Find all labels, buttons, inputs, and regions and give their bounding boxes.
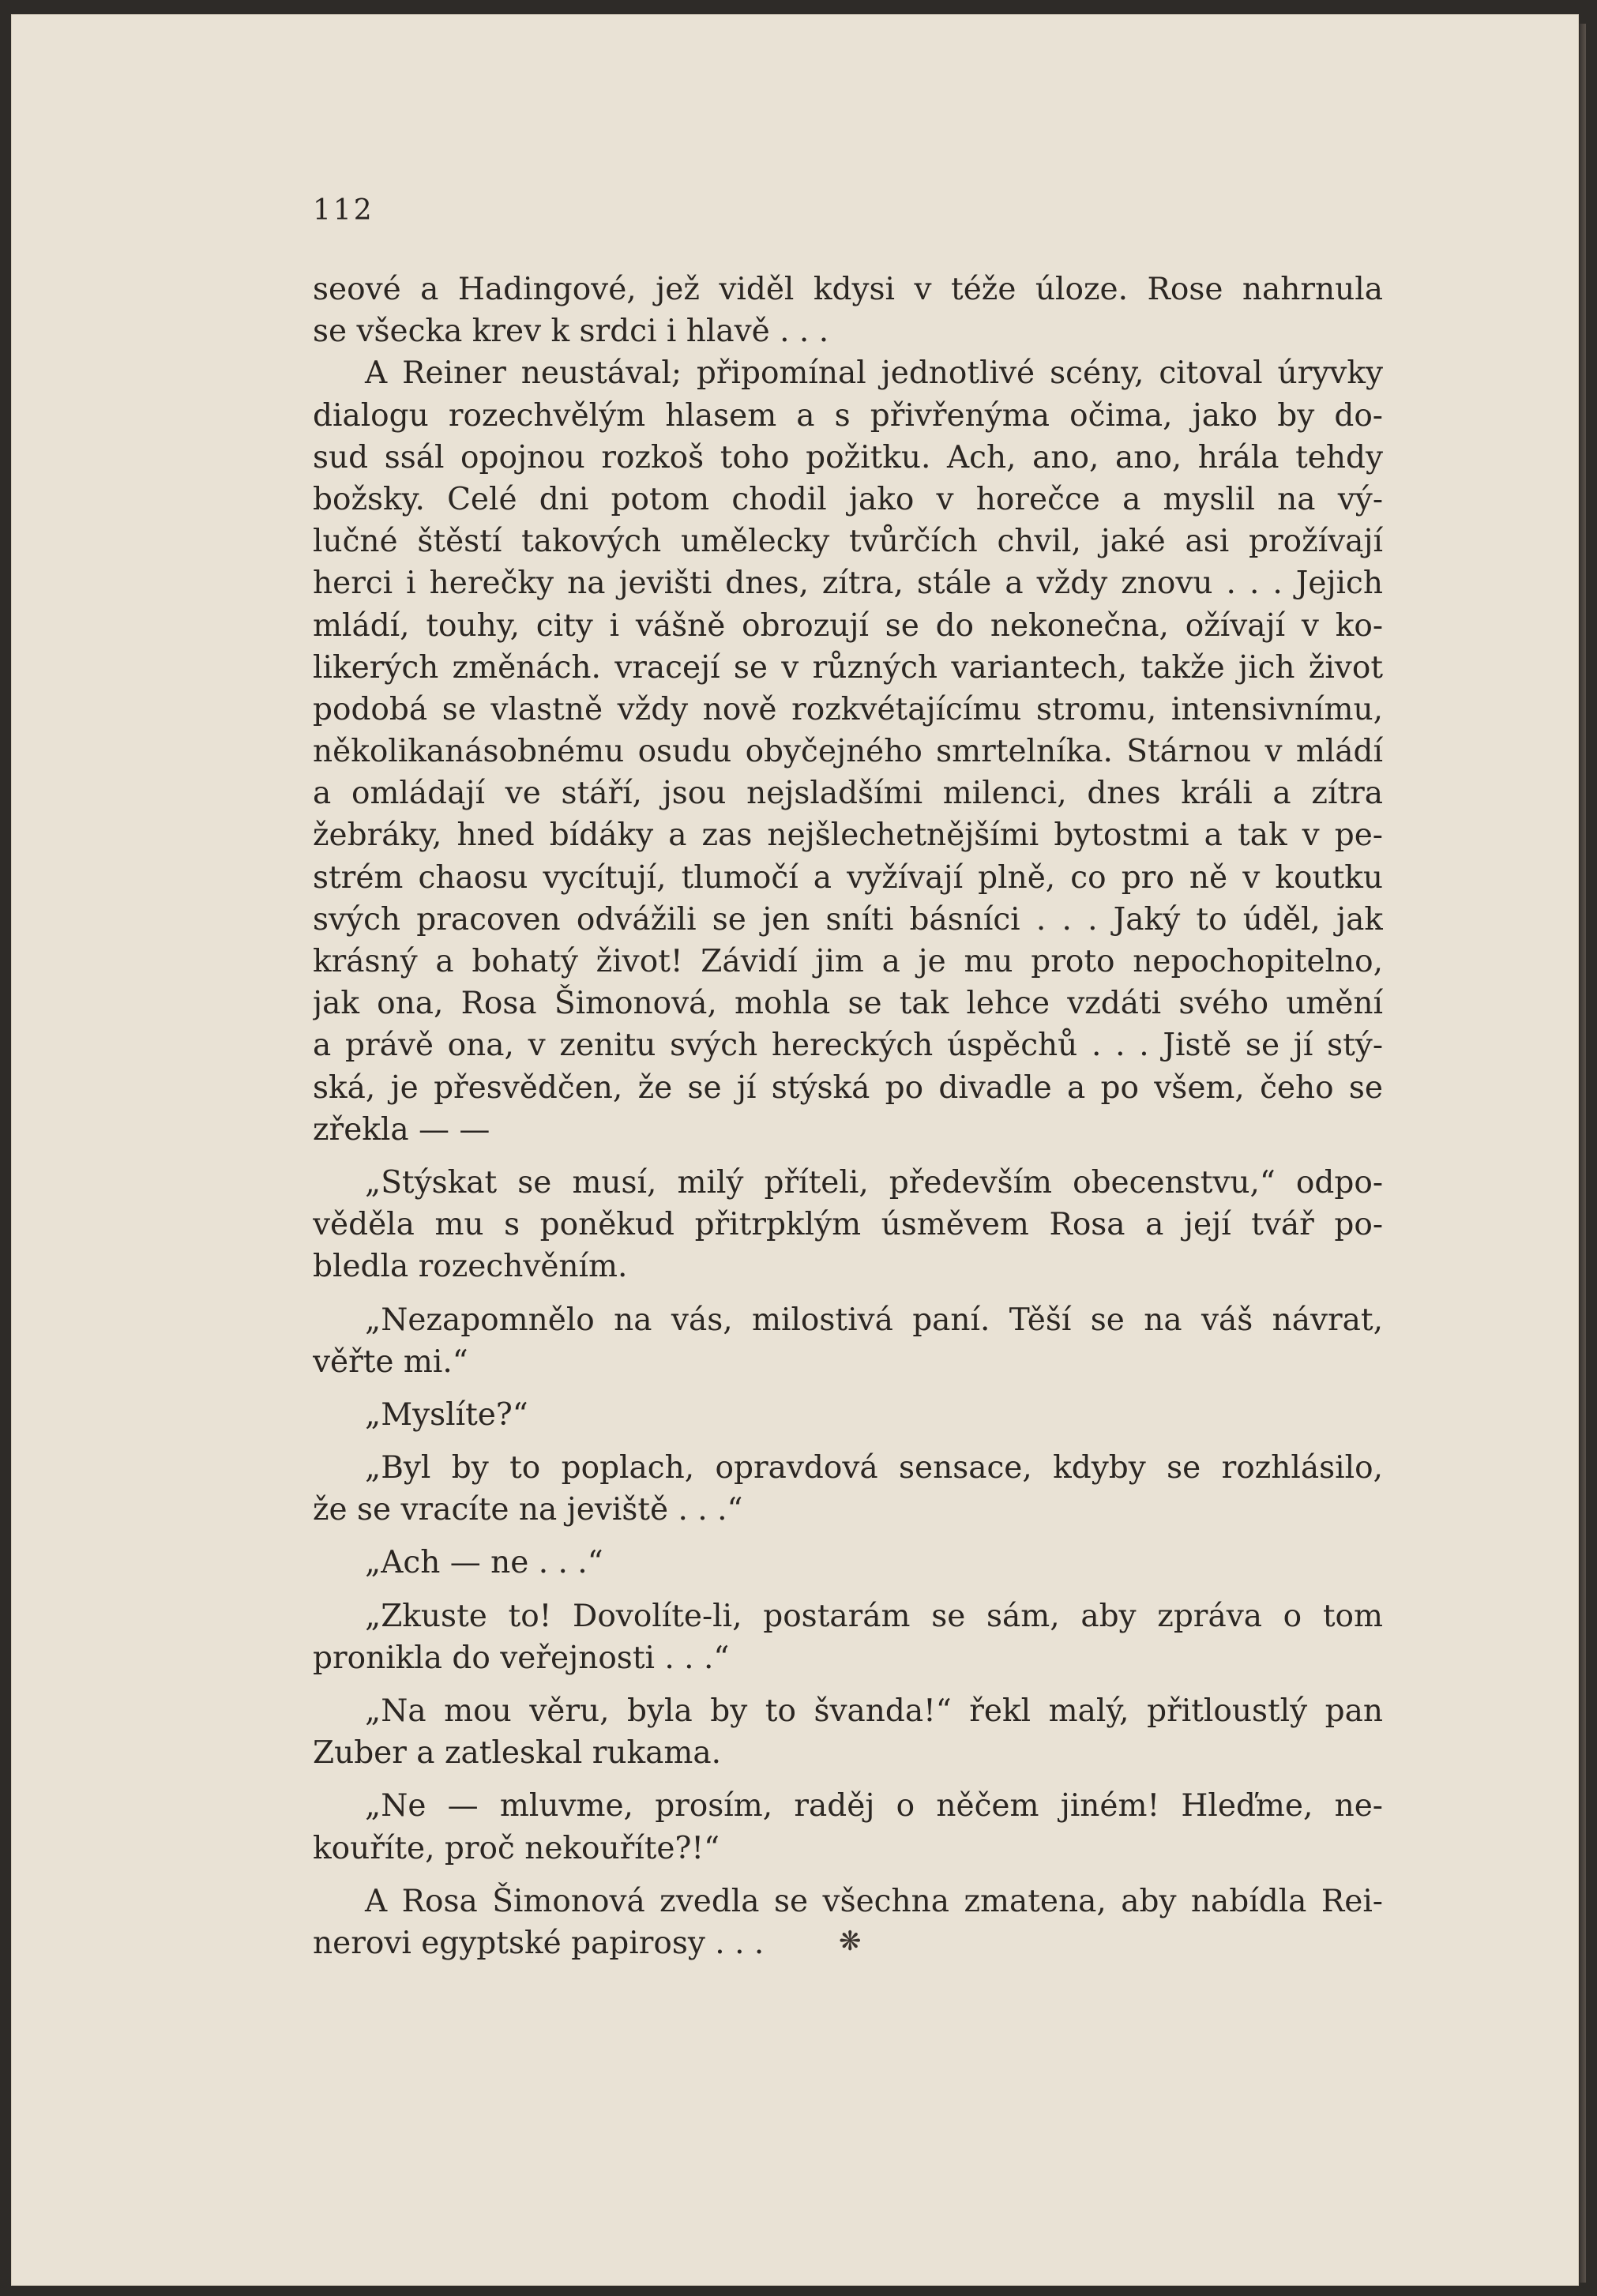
text-line: zřekla — — bbox=[313, 1111, 490, 1148]
text-line: bledla rozechvěním. bbox=[313, 1249, 628, 1285]
text-line: A Rosa Šimonová zvedla se všechna zmatena, aby nabídla Rei- bbox=[365, 1883, 1383, 1919]
body-text bbox=[313, 269, 1383, 1964]
text-line: ská, je přesvědčen, že se jí stýská po divadle a po všem, čeho se bbox=[313, 1069, 1383, 1106]
text-line: „Ne — mluvme, prosím, raděj o něčem jiném! Hleďme, ne- bbox=[365, 1788, 1383, 1824]
text-line: svých pracoven odvážili se jen sníti básníci . . . Jaký to úděl, jak bbox=[313, 901, 1383, 938]
text-line: dialogu rozechvělým hlasem a s přivřenýma očima, jako by do- bbox=[313, 397, 1383, 434]
text-line: kouříte, proč nekouříte?!“ bbox=[313, 1830, 720, 1866]
text-line: seové a Hadingové, jež viděl kdysi v téže úloze. Rose nahrnula bbox=[313, 272, 1383, 307]
text-line: a právě ona, v zenitu svých hereckých úspěchů . . . Jistě se jí stý- bbox=[313, 1028, 1383, 1064]
text-line: krásný a bohatý život! Závidí jim a je mu proto nepochopitelno, bbox=[313, 944, 1383, 979]
text-line: „Myslíte?“ bbox=[365, 1396, 528, 1433]
text-line: žebráky, hned bídáky a zas nejšlechetnějšími bytostmi a tak v pe- bbox=[313, 817, 1383, 854]
text-line: a omládají ve stáří, jsou nejsladšími milenci, dnes králi a zítra bbox=[313, 776, 1383, 812]
book-page bbox=[11, 14, 1579, 2286]
text-line: Zuber a zatleskal rukama. bbox=[313, 1735, 722, 1772]
text-line: „Byl by to poplach, opravdová sensace, kdyby se rozhlásilo, bbox=[365, 1450, 1383, 1486]
text-line: několikanásobnému osudu obyčejného smrtelníka. Stárnou v mládí bbox=[313, 734, 1383, 770]
text-line: „Stýskat se musí, milý příteli, především obecenstvu,“ odpo- bbox=[365, 1164, 1383, 1201]
section-ornament-icon: ❋ bbox=[839, 1926, 862, 1957]
text-line: nerovi egyptské papirosy . . . bbox=[313, 1925, 765, 1961]
page-edge-shadow bbox=[1580, 24, 1586, 2283]
page-number: 112 bbox=[313, 194, 374, 227]
text-line: podobá se vlastně vždy nově rozkvétajícímu stromu, intensivnímu, bbox=[313, 691, 1383, 727]
text-line: „Nezapomnělo na vás, milostivá paní. Těší se na váš návrat, bbox=[365, 1302, 1383, 1338]
text-line: jak ona, Rosa Šimonová, mohla se tak lehce vzdáti svého umění bbox=[313, 986, 1383, 1022]
text-line: herci i herečky na jevišti dnes, zítra, stále a vždy znovu . . . Jejich bbox=[313, 566, 1383, 602]
text-line: A Reiner neustával; připomínal jednotlivé scény, citoval úryvky bbox=[365, 355, 1383, 392]
text-line: věděla mu s poněkud přitrpklým úsměvem Rosa a její tvář po- bbox=[313, 1207, 1383, 1243]
text-line: že se vracíte na jeviště . . .“ bbox=[313, 1492, 743, 1528]
text-line: sud ssál opojnou rozkoš toho požitku. Ach, ano, ano, hrála tehdy bbox=[313, 439, 1383, 475]
text-line: věřte mi.“ bbox=[313, 1343, 468, 1380]
text-line: božsky. Celé dni potom chodil jako v horečce a myslil na vý- bbox=[313, 481, 1383, 517]
text-line: lučné štěstí takových umělecky tvůrčích chvil, jaké asi prožívají bbox=[313, 524, 1383, 560]
text-line: pronikla do veřejnosti . . .“ bbox=[313, 1640, 730, 1676]
text-line: „Zkuste to! Dovolíte-li, postarám se sám, aby zpráva o tom bbox=[365, 1598, 1383, 1634]
text-line: strém chaosu vycítují, tlumočí a vyžívají plně, co pro ně v koutku bbox=[313, 859, 1383, 896]
text-line: likerých změnách. vracejí se v různých variantech, takže jich život bbox=[313, 649, 1383, 686]
text-line: se všecka krev k srdci i hlavě . . . bbox=[313, 314, 829, 350]
text-line: mládí, touhy, city i vášně obrozují se do nekonečna, ožívají v ko- bbox=[313, 607, 1383, 644]
text-line: „Na mou věru, byla by to švanda!“ řekl malý, přitloustlý pan bbox=[365, 1693, 1383, 1729]
text-line: „Ach — ne . . .“ bbox=[365, 1545, 603, 1581]
